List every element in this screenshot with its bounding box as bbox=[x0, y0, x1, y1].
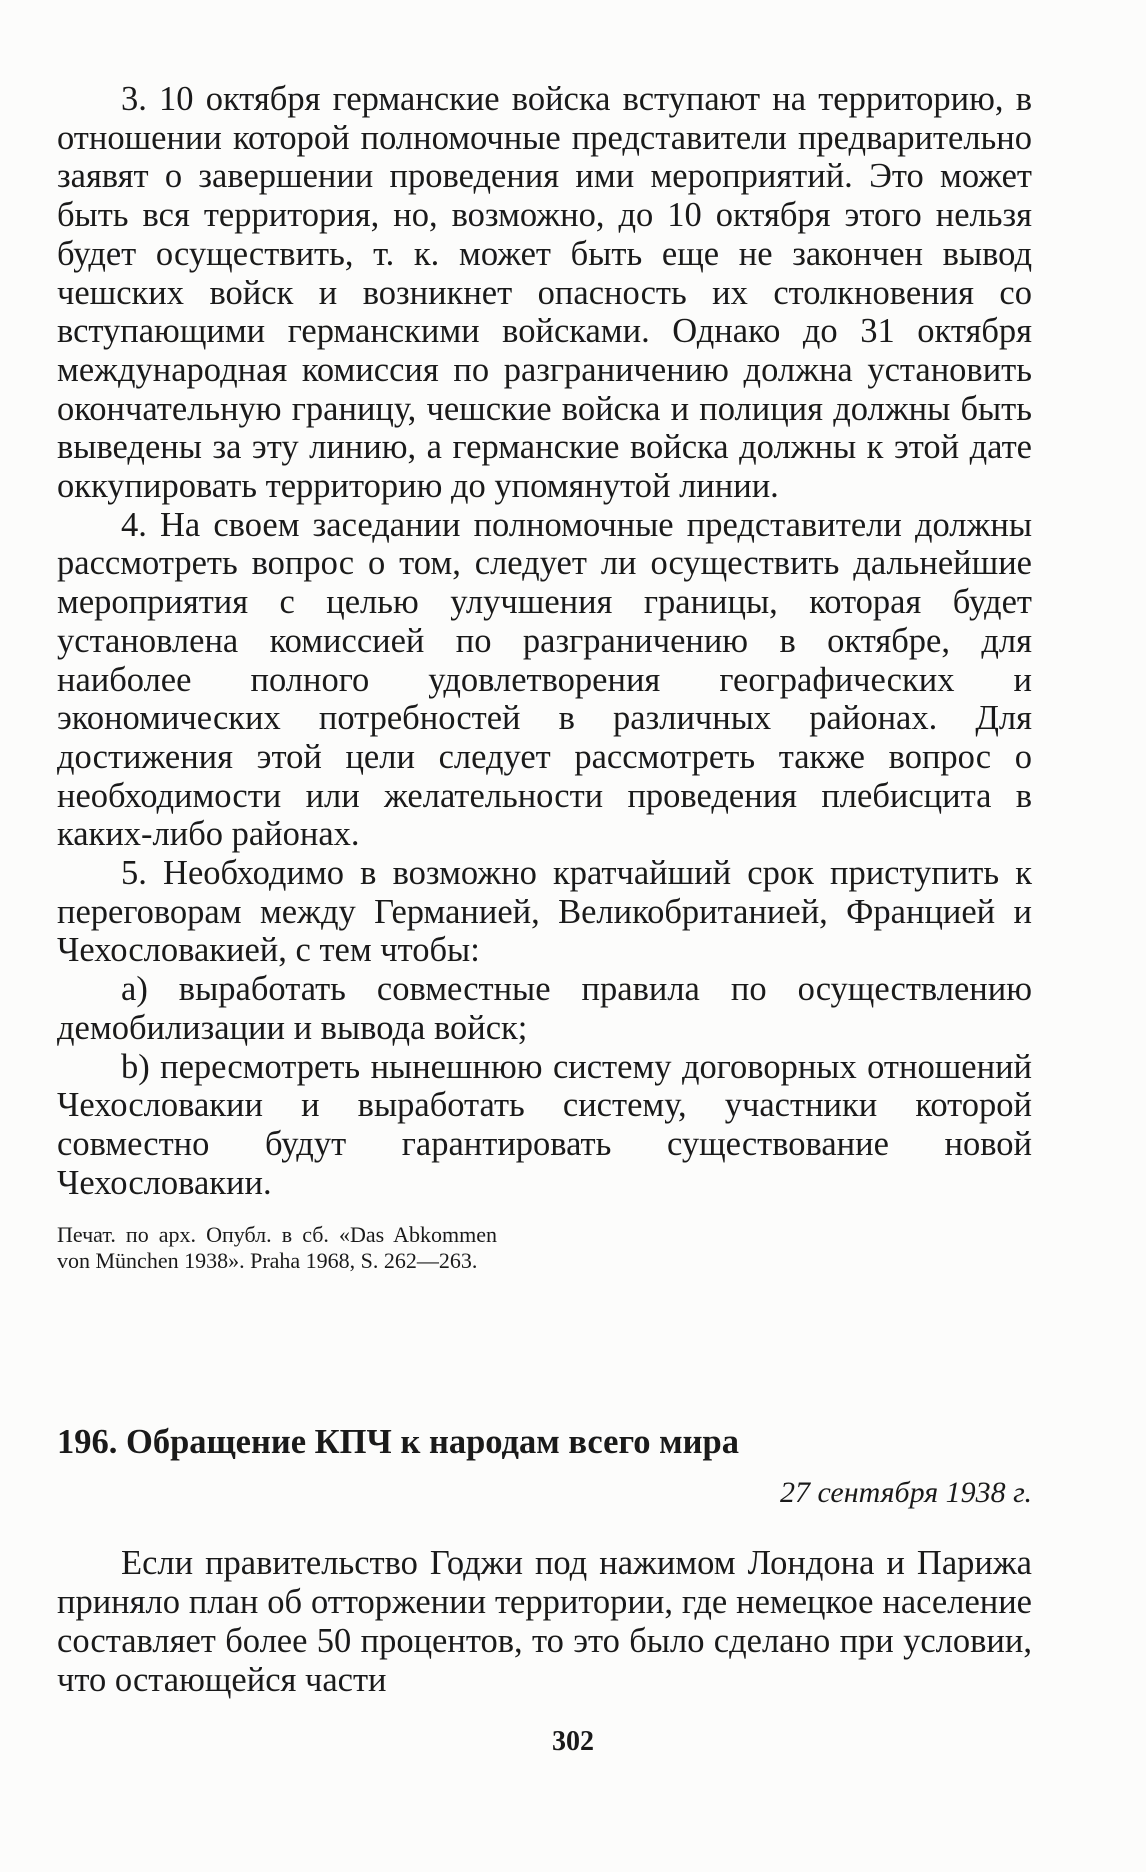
paragraph-3: 3. 10 октября германские войска вступают на территорию, в отношении которой полномочные представители предварительно заявят о завершении проведения ими мероприятий. Это может быть вся территория, но, возможно, до 10 октября этого нельзя будет осуществить, т. к. может быть еще не закончен вывод чешских войск и возникнет опасность их столкновения со вступающими германскими войсками. Однако до 31 октября международная комиссия по разграничению должна установить окончательную границу, чешские войска и полиция должны быть выведены за эту линию, а германские войска должны к этой дате оккупировать территорию до упомянутой линии. bbox=[57, 80, 1032, 506]
paragraph-4: 4. На своем заседании полномочные представители должны рассмотреть вопрос о том, следует ли осуществить дальнейшие мероприятия с целью улучшения границы, которая будет установлена комиссией по разграничению в октябре, для наиболее полного удовлетворения географических и экономических потребностей в различных районах. Для достижения этой цели следует рассмотреть также вопрос о необходимости или желательности проведения плебисцита в каких-либо районах. bbox=[57, 505, 1032, 854]
paragraph-opening: Если правительство Годжи под нажимом Лондона и Парижа приняло план об отторжении территории, где немецкое население составляет более 50 процентов, то это было сделано при условии, что остающейся части bbox=[57, 1544, 1032, 1699]
document-date: 27 сентября 1938 г. bbox=[779, 1476, 1032, 1510]
paragraph-5a: а) выработать совместные правила по осуществлению демобилизации и вывода войск; bbox=[57, 970, 1032, 1047]
paragraph-5: 5. Необходимо в возможно кратчайший срок приступить к переговорам между Германией, Великобританией, Францией и Чехословакией, с тем чтобы: bbox=[57, 854, 1032, 970]
text-column bbox=[57, 80, 1032, 1699]
source-note: Печат. по арх. Опубл. в сб. «Das Abkommen von München 1938». Praha 1968, S. 262—263. bbox=[57, 1222, 497, 1274]
page-number: 302 bbox=[552, 1726, 594, 1757]
document-heading: 196. Обращение КПЧ к народам всего мира bbox=[57, 1423, 739, 1462]
paragraph-5b: b) пересмотреть нынешнюю систему договорных отношений Чехословакии и выработать систему, участники которой совместно будут гарантировать существование новой Чехословакии. bbox=[57, 1047, 1032, 1202]
